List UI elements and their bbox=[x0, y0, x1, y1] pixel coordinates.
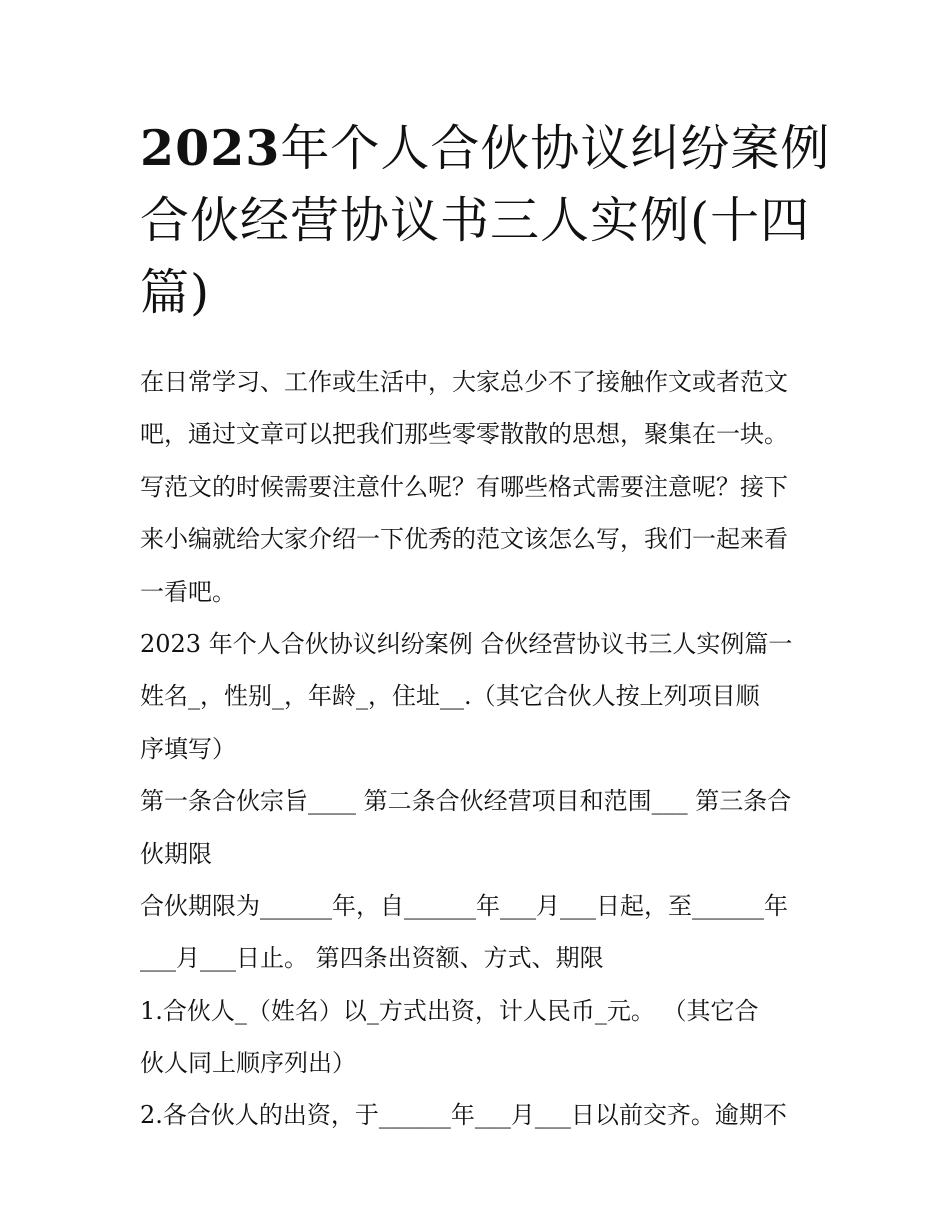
body-line: 伙人同上顺序列出） bbox=[140, 1049, 356, 1078]
body-line: 姓名_，性别_，年龄_，住址__.（其它合伙人按上列项目顺 bbox=[140, 682, 760, 711]
body-line: 第一条合伙宗旨____ 第二条合伙经营项目和范围___ 第三条合 bbox=[140, 787, 792, 816]
body-line: 序填写） bbox=[140, 734, 236, 763]
title-line-3: 篇) bbox=[140, 264, 211, 321]
document-body bbox=[140, 356, 830, 1142]
body-line: 1.合伙人_（姓名）以_方式出资，计人民币_元。 （其它合 bbox=[140, 996, 759, 1025]
body-line: ___月___日止。 第四条出资额、方式、期限 bbox=[140, 944, 604, 973]
section-heading-line: 2023 年个人合伙协议纠纷案例 合伙经营协议书三人实例篇一 bbox=[140, 629, 793, 658]
document-title bbox=[140, 112, 831, 329]
body-line: 写范文的时候需要注意什么呢？有哪些格式需要注意呢？接下 bbox=[140, 472, 788, 501]
body-line: 2.各合伙人的出资，于______年___月___日以前交齐。逾期不 bbox=[140, 1101, 787, 1130]
body-line: 在日常学习、工作或生活中，大家总少不了接触作文或者范文 bbox=[140, 368, 788, 396]
body-line: 一看吧。 bbox=[140, 577, 236, 606]
body-line: 来小编就给大家介绍一下优秀的范文该怎么写，我们一起来看 bbox=[140, 525, 788, 554]
body-line: 吧，通过文章可以把我们那些零零散散的思想，聚集在一块。 bbox=[140, 420, 788, 449]
title-line-2: 合伙经营协议书三人实例(十四 bbox=[140, 192, 811, 249]
body-line: 合伙期限为______年，自______年___月___日起，至______年 bbox=[140, 891, 788, 920]
body-line: 伙期限 bbox=[140, 839, 212, 868]
title-line-1: 2023年个人合伙协议纠纷案例 bbox=[140, 119, 831, 177]
